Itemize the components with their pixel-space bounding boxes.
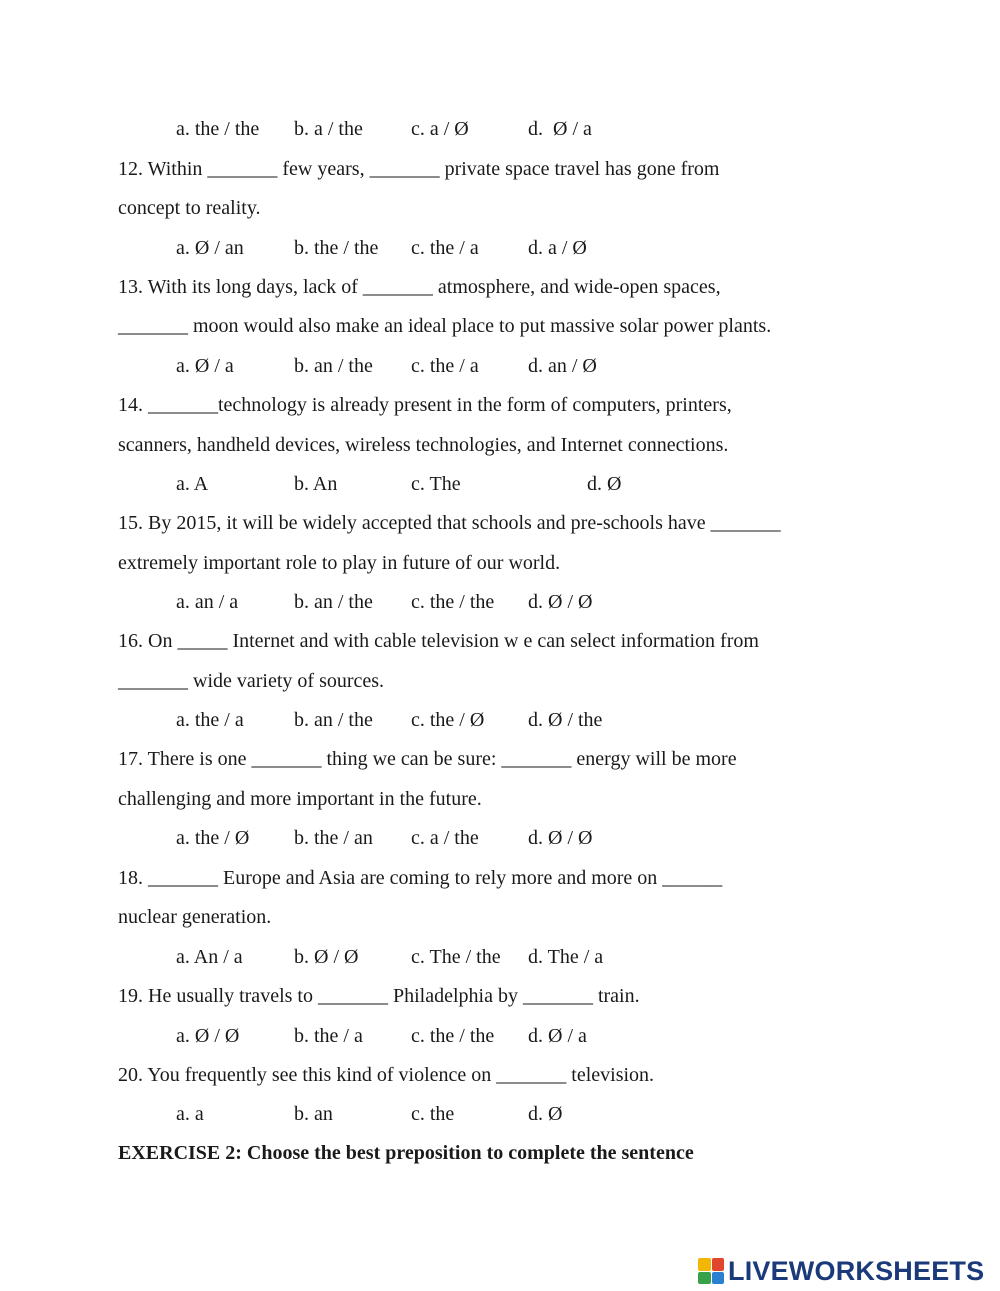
q14-text-line-2: scanners, handheld devices, wireless technologies, and Internet connections. bbox=[118, 434, 729, 456]
q13-text-line-1: 13. With its long days, lack of _______ atmosphere, and wide-open spaces, bbox=[118, 276, 721, 298]
q14-option-c[interactable]: c. The bbox=[411, 473, 461, 495]
q11-option-b[interactable]: b. a / the bbox=[294, 118, 363, 140]
q14-option-b[interactable]: b. An bbox=[294, 473, 338, 495]
q18-option-c[interactable]: c. The / the bbox=[411, 946, 501, 968]
q13-option-d[interactable]: d. an / Ø bbox=[528, 355, 597, 377]
q11-option-a[interactable]: a. the / the bbox=[176, 118, 260, 140]
q18-option-d[interactable]: d. The / a bbox=[528, 946, 604, 968]
q16-option-c[interactable]: c. the / Ø bbox=[411, 709, 485, 731]
q15-option-a[interactable]: a. an / a bbox=[176, 591, 239, 613]
q12-options bbox=[176, 235, 816, 261]
q15-option-d[interactable]: d. Ø / Ø bbox=[528, 591, 593, 613]
q11-options bbox=[176, 116, 816, 142]
q16-option-a[interactable]: a. the / a bbox=[176, 709, 244, 731]
q14-option-a[interactable]: a. A bbox=[176, 473, 209, 495]
q16-option-b[interactable]: b. an / the bbox=[294, 709, 373, 731]
q17-option-c[interactable]: c. a / the bbox=[411, 827, 479, 849]
q14-options bbox=[176, 471, 816, 497]
q14-text-line-1: 14. _______technology is already present in the form of computers, printers, bbox=[118, 394, 732, 416]
q18-text-line-1: 18. _______ Europe and Asia are coming to rely more and more on ______ bbox=[118, 867, 723, 889]
q14-option-d[interactable]: d. Ø bbox=[587, 473, 622, 495]
q20-option-d[interactable]: d. Ø bbox=[528, 1103, 563, 1125]
q17-text-line-2: challenging and more important in the future. bbox=[118, 788, 482, 810]
liveworksheets-logo-text: LIVEWORKSHEETS bbox=[728, 1255, 985, 1286]
liveworksheets-logo-icon bbox=[698, 1258, 724, 1284]
q17-options bbox=[176, 825, 816, 851]
q18-option-b[interactable]: b. Ø / Ø bbox=[294, 946, 359, 968]
q15-option-b[interactable]: b. an / the bbox=[294, 591, 373, 613]
exercise-2-heading: EXERCISE 2: Choose the best preposition to complete the sentence bbox=[118, 1142, 694, 1164]
q16-text-line-2: _______ wide variety of sources. bbox=[118, 670, 385, 692]
q20-text-line-1: 20. You frequently see this kind of violence on _______ television. bbox=[118, 1064, 655, 1086]
q19-option-b[interactable]: b. the / a bbox=[294, 1025, 363, 1047]
q18-options bbox=[176, 944, 816, 970]
q16-text-line-1: 16. On _____ Internet and with cable television w e can select information from bbox=[118, 630, 759, 652]
q20-options bbox=[176, 1101, 816, 1127]
q12-option-a[interactable]: a. Ø / an bbox=[176, 237, 244, 259]
q16-options bbox=[176, 707, 816, 733]
q15-option-c[interactable]: c. the / the bbox=[411, 591, 495, 613]
q15-options bbox=[176, 589, 816, 615]
q13-options bbox=[176, 353, 816, 379]
q12-option-d[interactable]: d. a / Ø bbox=[528, 237, 587, 259]
q18-text-line-2: nuclear generation. bbox=[118, 906, 272, 928]
liveworksheets-logo[interactable] bbox=[698, 1256, 984, 1286]
q17-option-d[interactable]: d. Ø / Ø bbox=[528, 827, 593, 849]
q17-option-a[interactable]: a. the / Ø bbox=[176, 827, 250, 849]
q12-option-c[interactable]: c. the / a bbox=[411, 237, 479, 259]
q19-options bbox=[176, 1023, 816, 1049]
q20-option-b[interactable]: b. an bbox=[294, 1103, 333, 1125]
q13-option-c[interactable]: c. the / a bbox=[411, 355, 479, 377]
q20-option-a[interactable]: a. a bbox=[176, 1103, 204, 1125]
q17-text-line-1: 17. There is one _______ thing we can be sure: _______ energy will be more bbox=[118, 748, 737, 770]
q18-option-a[interactable]: a. An / a bbox=[176, 946, 243, 968]
q13-option-a[interactable]: a. Ø / a bbox=[176, 355, 234, 377]
q12-text-line-1: 12. Within _______ few years, _______ private space travel has gone from bbox=[118, 158, 720, 180]
q17-option-b[interactable]: b. the / an bbox=[294, 827, 373, 849]
q15-text-line-1: 15. By 2015, it will be widely accepted that schools and pre-schools have _______ bbox=[118, 512, 781, 534]
q19-option-d[interactable]: d. Ø / a bbox=[528, 1025, 587, 1047]
q19-option-c[interactable]: c. the / the bbox=[411, 1025, 495, 1047]
q19-option-a[interactable]: a. Ø / Ø bbox=[176, 1025, 240, 1047]
q12-text-line-2: concept to reality. bbox=[118, 197, 261, 219]
q11-option-d[interactable]: d. Ø / a bbox=[528, 118, 592, 140]
q11-option-c[interactable]: c. a / Ø bbox=[411, 118, 469, 140]
q20-option-c[interactable]: c. the bbox=[411, 1103, 455, 1125]
q12-option-b[interactable]: b. the / the bbox=[294, 237, 379, 259]
q13-option-b[interactable]: b. an / the bbox=[294, 355, 373, 377]
q16-option-d[interactable]: d. Ø / the bbox=[528, 709, 603, 731]
q19-text-line-1: 19. He usually travels to _______ Philadelphia by _______ train. bbox=[118, 985, 640, 1007]
q15-text-line-2: extremely important role to play in future of our world. bbox=[118, 552, 561, 574]
q13-text-line-2: _______ moon would also make an ideal place to put massive solar power plants. bbox=[118, 315, 772, 337]
